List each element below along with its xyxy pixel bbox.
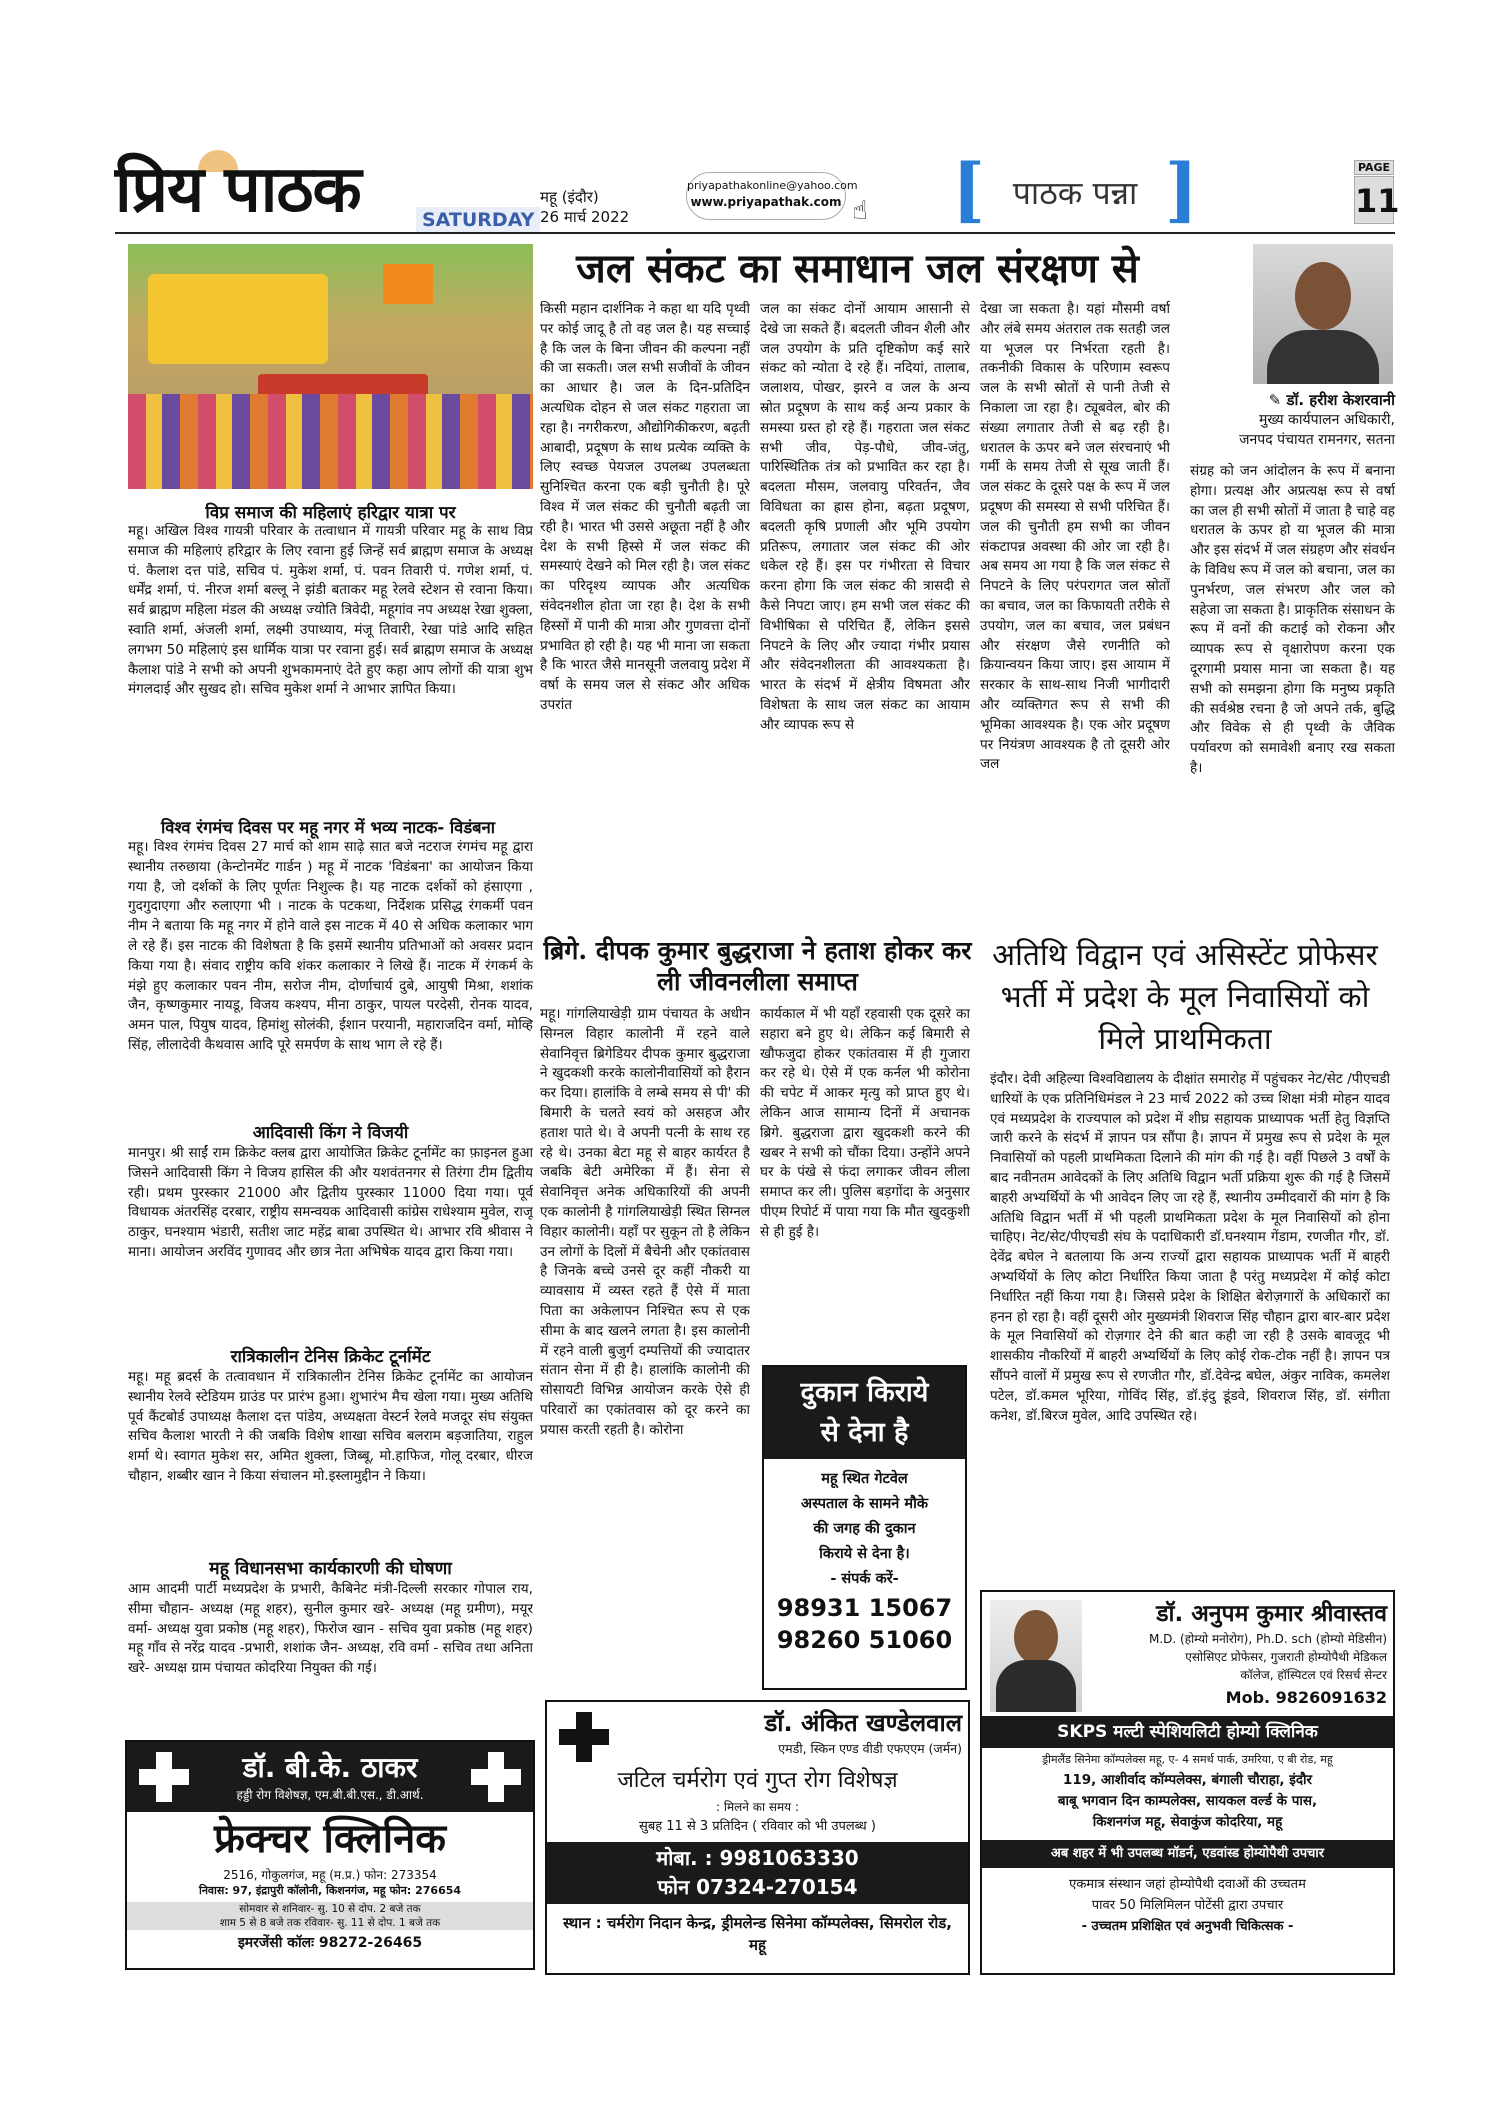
brigadier-col-2: कार्यकाल में भी यहाँ रहवासी एक दूसरे का सहारा बने हुए थे। लेकिन कई बिमारी से खौफजुदा होकर एकांतवास में ही गुजारा कर रहे थे। ऐसे में एक कर्नल भी कोरोना की चपेट में आकर मृत्यु को प्राप्त हुए थे। लेकिन आज सामान्य दिनों में अचानक ब्रिगे. बुद्धराजा द्वारा खुदकशी करने की खबर ने सभी को चौंका दिया। उन्होंने अपने घर के पंखे से फंदा लगाकर जीवन लीला समाप्त कर ली। पुलिस बड़गोंदा के अनुसार पीएम रिपोर्ट में पाया गया कि मौत खुदकुशी से ही हुई है। bbox=[760, 1006, 970, 1240]
clinic-tagline-2: पावर 50 मिलिमिलन पोटेंसी द्वारा उपचार bbox=[1091, 1898, 1284, 1913]
aap-body: आम आदमी पार्टी मध्यप्रदेश के प्रभारी, कैबिनेट मंत्री-दिल्ली सरकार गोपाल राय, सीमा चौहान- अध्यक्ष (महू शहर), सुनील कुमार खरे- अध्यक्ष (महू ग्रमीण), मयूर वर्मा- अध्यक्ष युवा प्रकोष्ठ (महू शहर), फिरोज खान - सचिव युवा प्रकोष्ठ (महू शहर) महू गाँव से नरेंद्र यादव -प्रभारी, शशांक जैन- अध्यक्ष, रवि वर्मा - सचिव तथा अनिता खरे- अध्यक्ष ग्राम पंचायत कोदरिया नियुक्त की गई। bbox=[128, 1581, 533, 1677]
doctor-college: कॉलेज, हॉस्पिटल एवं रिसर्च सेन्टर bbox=[1240, 1668, 1387, 1682]
medical-cross-icon bbox=[559, 1712, 609, 1762]
clinic-name: फ्रेक्चर क्लिनिक bbox=[213, 1815, 447, 1862]
medical-cross-icon bbox=[139, 1752, 189, 1802]
doctor-name: डॉ. अनुपम कुमार श्रीवास्तव bbox=[1156, 1601, 1387, 1627]
shop-rent-ad bbox=[762, 1365, 967, 1690]
mobile-number[interactable]: मोबा. : 9981063330 bbox=[656, 1846, 859, 1870]
clinic-taglines bbox=[986, 1874, 1389, 1937]
shop-ad-line: अस्पताल के सामने मौके bbox=[801, 1496, 928, 1512]
water-col-3: देखा जा सकता है। यहां मौसमी वर्षा और लंबे समय अंतराल तक सतही जल या भूजल पर निर्भरता रहती है। तकनीकी विकास के परिणाम स्वरूप जल के सभी स्रोतों से पानी तेजी से निकाला जा रहा है। ट्यूबवेल, बोर की संख्या लगातार तेजी से बढ़ रही है। धरातल के ऊपर बने जल संरचनाएं भी गर्मी के समय तेजी से सूख जाती हैं। जल संकट के दूसरे पक्ष के रूप में जल प्रदूषण की समस्या से सभी परिचित हैं। जल की चुनौती हम सभी का जीवन संकटापन्न अवस्था की ओर जा रही है। अब समय आ गया है कि जल संकट से निपटने के लिए परंपरागत जल स्रोतों का बचाव, जल का किफायती तरीके से उपयोग, जल का बचाव, जल प्रबंधन और संरक्षण जैसे रणनीति को क्रियान्वयन किया जाए। इस आयाम में सरकार के साथ-साथ निजी भागीदारी और व्यक्तिगत रूप से सभी की भूमिका आवश्यक है। एक ओर प्रदूषण पर नियंत्रण आवश्यक है तो दूसरी ओर जल bbox=[980, 301, 1170, 773]
bracket-right-icon: ] bbox=[1164, 148, 1198, 231]
doctor-qualification: एमडी, स्किन एण्ड वीडी एफएएम (जर्मन) bbox=[778, 1741, 962, 1756]
timing: सुबह 11 से 3 प्रतिदिन ( रविवार को भी उपलब्ध ) bbox=[639, 1819, 876, 1834]
shop-ad-header bbox=[764, 1367, 965, 1459]
tennis-body: महू। महू ब्रदर्स के तत्वावधान में रात्रिकालीन टेनिस क्रिकेट टूर्नामेंट का आयोजन स्थानीय रेलवे स्टेडियम ग्राउंड पर प्रारंभ हुआ। शुभारंभ मैच खेला गया। मुख्य अतिथि पूर्व कैंटबोर्ड उपाध्यक्ष कैलाश दत्त पांडेय, अध्यक्षता वेस्टर्न रेलवे मजदूर संघ संयुक्त सचिव कैलाश भारती ने की जबकि विशेष शाखा सचिव बलराम बड़जातिया, राहुल शर्मा थे। स्वागत मुकेश सर, अमित शुक्ला, जिब्बू, मो.हाफिज, गोलू दरबार, धीरज चौहान, शब्बीर खान ने किया संचालन मो.इस्लामुद्दीन ने किया। bbox=[128, 1369, 533, 1484]
clinic-name-bar: SKPS मल्टी स्पेशियलिटी होम्यो क्लिनिक bbox=[982, 1716, 1393, 1748]
shop-ad-phones bbox=[764, 1592, 965, 1656]
clinic-address-3: बाबू भगवान दिन काम्पलेक्स, सायकल वर्ल्ड के पास, bbox=[1057, 1793, 1318, 1809]
doctor-details bbox=[1087, 1630, 1387, 1684]
brigadier-headline: ब्रिगे. दीपक कुमार बुद्धराजा ने हताश होकर कर ली जीवनलीला समाप्त bbox=[543, 936, 972, 996]
vipra-headline: विप्र समाज की महिलाएं हरिद्वार यात्रा पर bbox=[205, 503, 456, 523]
cricket-body: मानपुर। श्री साईं राम क्रिकेट क्लब द्वारा आयोजित क्रिकेट टूर्नामेंट का फ़ाइनल हुआ जिसने आदिवासी किंग ने विजय हासिल की और यशवंतनगर से तिरंगा टीम द्वितीय रही। प्रथम पुरस्कार 21000 और द्वितीय पुरस्कार 11000 दिया गया। पूर्व विधायक अंतरसिंह दरबार, राष्ट्रीय समन्वयक आदिवासी कांग्रेस राधेश्याम मुवेल, राजू ठाकुर, घनश्याम भंडारी, सतीश जाट महेंद्र बाबा उपस्थित थे। आभार रवि श्रीवास ने माना। आयोजन अरविंद गुणावद और छात्र नेता अभिषेक यादव द्वारा किया गया। bbox=[128, 1145, 533, 1260]
clinic-tagline-3: - उच्चतम प्रशिक्षित एवं अनुभवी चिकित्सक - bbox=[1081, 1919, 1294, 1934]
water-col-1: किसी महान दार्शनिक ने कहा था यदि पृथ्वी पर कोई जादू है तो वह जल है। यह सच्चाई है कि जल के बिना जीवन की कल्पना नहीं की जा सकती। जल सभी सजीवों के जीवन का आधार है। जल के दिन-प्रतिदिन अत्यधिक दोहन से जल संकट गहराता जा रहा है। नगरीकरण, औद्योगिकीकरण, बढ़ती आबादी, प्रदूषण के साथ प्रत्येक व्यक्ति के लिए स्वच्छ पेयजल उपलब्ध उपलब्धता सुनिश्चित करना एक बड़ी चुनौती है। पूरे विश्व में जल संकट की चुनौती बढ़ती जा रही है। भारत भी उससे अछूता नहीं है और देश के सभी हिस्से में जल संकट की समस्याएं देखने को मिल रही है। जल संकट का परिदृश्य व्यापक और अत्यधिक संवेदनशील होता जा रहा है। देश के सभी हिस्सों में पानी की मात्रा और गुणवत्ता दोनों प्रभावित हो रही है। यह भी माना जा सकता है कि भारत जैसे मानसूनी जलवायु प्रदेश में वर्षा के समय जल से संकट और अधिक उपरांत bbox=[540, 301, 750, 713]
guest-scholar-body: इंदौर। देवी अहिल्या विश्वविद्यालय के दीक्षांत समारोह में पहुंचकर नेट/सेट /पीएचडी धारियों के एक प्रतिनिधिमंडल ने 23 मार्च 2022 को उच्च शिक्षा मंत्री मोहन यादव एवं मध्यप्रदेश के राज्यपाल को प्रदेश में शीघ्र सहायक प्राध्यापक भर्ती हेतु विज्ञप्ति जारी करने के संदर्भ में ज्ञापन पत्र सौंपा है। ज्ञापन में प्रमुख रूप से प्रदेश के मूल निवासियों को पहली प्राथमिकता दिलाने की मांग की गई है। वहीं पिछले 3 वर्षों के बाद नवीनतम आवेदकों के लिए अतिथि विद्वान भर्ती प्रक्रिया शुरू की गई है जिसमें बाहरी अभ्यर्थियों के भी आवेदन लिए जा रहे हैं, स्थानीय उम्मीदवारों की मांग है कि अतिथि विद्वान भर्ती में भी पहली प्राथमिकता प्रदेश के मूल निवासियों को होना चाहिए। नेट/सेट/पीएचडी संघ के पदाधिकारी डॉ.घनश्याम गेंडाम, रणजीत गौर, डॉ. देवेंद्र बघेल ने बतलाया कि अन्य राज्यों द्वारा सहायक प्राध्यापक भर्ती में बाहरी अभ्यर्थियों के लिए कोटा निर्धारित किया जाता है परंतु मध्यप्रदेश में कोई कोटा निर्धारित नहीं किया गया है। जिससे प्रदेश के शिक्षित बेरोज़गारों के अधिकारों का हनन हो रहा है। वहीं दूसरी ओर मुख्यमंत्री शिवराज सिंह चौहान द्वारा बार-बार प्रदेश के मूल निवासियों को रोज़गार देने की बात कही जा रही है उसके बावजूद भी शासकीय नौकरियों में बाहरी अभ्यर्थियों के लिए कोई रोक-टोक नहीं है। ज्ञापन पत्र सौंपने वालों में प्रमुख रूप से रणजीत गौर, डॉ.देवेन्द्र बघेल, अंकुर नाविक, कमलेश पटेल, डॉ.कमल भूरिया, गोविंद सिंह, डॉ.इंदु डूंडवे, शिवराज सिंह, डॉ. संगीता कनेश, डॉ.बिरज मुवेल, आदि उपस्थित रहे। bbox=[990, 1071, 1390, 1424]
dateline-place: महू (इंदौर) bbox=[540, 188, 599, 206]
doctor-name: डॉ. बी.के. ठाकर bbox=[242, 1751, 418, 1784]
clinic-address-1: ड्रीमलैंड सिनेमा कॉम्पलेक्स महू, ए- 4 समर्थ पार्क, उमरिया, ए बी रोड, महू bbox=[1042, 1753, 1333, 1766]
tennis-headline: रात्रिकालीन टेनिस क्रिकेट टूर्नामेंट bbox=[230, 1347, 431, 1367]
dateline-date: 26 मार्च 2022 bbox=[540, 208, 630, 226]
doctor-name: डॉ. अंकित खण्डेलवाल bbox=[764, 1709, 962, 1737]
skin-clinic-ad bbox=[545, 1700, 970, 1975]
doctor-photo bbox=[990, 1600, 1082, 1712]
cricket-headline: आदिवासी किंग ने विजयी bbox=[252, 1123, 409, 1143]
doctor-mobile[interactable]: Mob. 9826091632 bbox=[1225, 1688, 1387, 1707]
emergency-number[interactable]: इमरजेंसी कॉलः 98272-26465 bbox=[237, 1935, 423, 1951]
contact-pill bbox=[686, 172, 858, 220]
aap-headline: महू विधानसभा कार्यकारणी की घोषणा bbox=[209, 1559, 452, 1579]
author-role-line-1: मुख्य कार्यपालन अधिकारी, bbox=[1258, 412, 1395, 428]
website-link[interactable]: www.priyapathak.com bbox=[690, 195, 842, 209]
section-header bbox=[952, 148, 1198, 231]
water-headline: जल संकट का समाधान जल संरक्षण से bbox=[576, 245, 1139, 292]
newspaper-logo: प्रिय पाठक bbox=[115, 152, 361, 227]
author-role-line-2: जनपद पंचायत रामनगर, सतना bbox=[1239, 432, 1395, 448]
clinic-address: 2516, गोकुलगंज, महू (म.प्र.) फोन: 273354 bbox=[223, 1868, 437, 1882]
weekday: SATURDAY bbox=[416, 207, 540, 233]
doctor-degree: M.D. (होम्यो मनोरोग), Ph.D. sch (होम्यो मेडिसीन) bbox=[1148, 1632, 1387, 1646]
shop-ad-line: की जगह की दुकान bbox=[813, 1521, 916, 1537]
vipra-body: महू। अखिल विश्व गायत्री परिवार के तत्वाधान में गायत्री परिवार महू के साथ विप्र समाज की महिलाएं हरिद्वार के लिए रवाना हुई जिन्हें सर्व ब्राह्मण समाज के अध्यक्ष पं. कैलाश दत्त पांडे, सचिव पं. मुकेश शर्मा, पं. पवन तिवारी पं. गणेश शर्मा, पं. धर्मेंद्र शर्मा, पं. नीरज शर्मा बल्लू ने झंडी बताकर महू रेलवे स्टेशन से रवाना किया। सर्व ब्राह्मण महिला मंडल की अध्यक्ष ज्योति त्रिवेदी, महूगांव नप अध्यक्ष रेखा शुक्ला, स्वाति शर्मा, अंजली शर्मा, लक्ष्मी उपाध्याय, मंजू तिवारी, रेखा पांडे आदि सहित लगभग 50 महिलाएं इस धार्मिक यात्रा पर रवाना हुई। सर्व ब्राह्मण समाज के अध्यक्ष कैलाश पांडे ने सभी को अपनी शुभकामनाएं देते हुए कहा आप लोगों की यात्रा शुभ मंगलदाई और सुखद हो। सचिव मुकेश शर्मा ने आभार ज्ञापित किया। bbox=[128, 523, 533, 698]
ad-header bbox=[127, 1742, 533, 1812]
pointing-hand-icon: ☝ bbox=[852, 196, 868, 226]
clinic-hours-2: शाम 5 से 8 बजे तक रविवार- सु. 11 से दोप. 1 बजे तक bbox=[127, 1916, 533, 1930]
clinic-specialty: जटिल चर्मरोग एवं गुप्त रोग विशेषज्ञ bbox=[617, 1768, 898, 1793]
guest-scholar-headline: अतिथि विद्वान एवं असिस्टेंट प्रोफेसर भर्ती में प्रदेश के मूल निवासियों को मिले प्राथमिकता bbox=[992, 938, 1378, 1057]
shop-ad-line: किराये से देना है। bbox=[819, 1546, 910, 1562]
phone-number[interactable]: फोन 07324-270154 bbox=[657, 1875, 858, 1899]
yatra-photo bbox=[128, 244, 533, 489]
promo-banner: अब शहर में भी उपलब्ध मॉडर्न, एडवांस्ड होम्योपैथी उपचार bbox=[982, 1840, 1393, 1868]
homeo-clinic-ad bbox=[980, 1590, 1395, 1975]
shop-ad-title-2: से देना है bbox=[820, 1417, 909, 1448]
timing-label: : मिलने का समय : bbox=[716, 1800, 799, 1814]
shop-ad-line: महू स्थित गेटवेल bbox=[821, 1471, 908, 1487]
medical-cross-icon bbox=[471, 1752, 521, 1802]
doctor-post: एसोसिएट प्रोफेसर, गुजराती होम्योपैथी मेडिकल bbox=[1185, 1650, 1387, 1664]
shop-ad-title-1: दुकान किराये bbox=[800, 1377, 929, 1408]
theatre-body: महू। विश्व रंगमंच दिवस 27 मार्च को शाम साढ़े सात बजे नटराज रंगमंच महू द्वारा स्थानीय तरुछाया (केन्टोनमेंट गार्डन ) महू में नाटक 'विडंबना' का आयोजन किया गया है, जो दर्शकों के लिए पूर्णतः निशुल्क है। यह नाटक दर्शकों को हंसाएगा , गुदगुदाएगा और रुलाएगा भी । नाटक के पटकथा, निर्देशक प्रसिद्ध रंगकर्मी पवन नीम ने बताया कि महू नगर में होने वाले इस नाटक में 40 से अधिक कलाकार भाग ले रहे हैं। इस नाटक की विशेषता है कि इसमें स्थानीय प्रतिभाओं को अवसर प्रदान किया गया है। संवाद राष्ट्रीय कवि शंकर कलाकार ने लिखे हैं। नाटक में रंगकर्म के मंझे हुए कलाकार पवन नीम, सरोज नीम, दोर्णाचार्य दुबे, आयुषी मिश्रा, शशांक जैन, कृष्णकुमार नायडू, विजय कश्यप, मीना ठाकुर, पायल परदेसी, रोनक यादव, अमन पाल, पियुष यादव, हिमांशु सोलंकी, ईशान परयानी, महाराजदिन वर्मा, मोव्हि सिंह, लीलादेवी कैथवास आदि पूरे समर्पण के साथ भाग ले रहे हैं। bbox=[128, 839, 533, 1053]
clinic-address-4: किशनगंज महू, सेवाकुंज कोदरिया, महू bbox=[1092, 1814, 1283, 1830]
residence-address: निवास: 97, इंद्रापुरी कॉलोनी, किशनगंज, महू फोन: 276654 bbox=[198, 1884, 462, 1897]
author-byline: ✎ डॉ. हरीश केशरवानी bbox=[1268, 391, 1395, 409]
contact-bar bbox=[547, 1842, 968, 1904]
brigadier-col-1: महू। गांगलियाखेड़ी ग्राम पंचायत के अधीन सिग्नल विहार कालोनी में रहने वाले सेवानिवृत्त ब्रिगेडियर दीपक कुमार बुद्धराजा ने खुदकशी करके कालोनीवासियों को हैरान कर दिया। हालांकि वे लम्बे समय से पी' की बिमारी के चलते स्वयं को असहज और हताश पाते थे। वे अपनी पत्नी के साथ रह रहे थे। उनका बेटा महू से बाहर कार्यरत है जबकि बेटी अमेरिका में हैं। सेना से सेवानिवृत्त अनेक अधिकारियों की अपनी एक कालोनी है गांगलियाखेड़ी स्थित सिग्नल विहार कालोनी। यहाँ पर सुकून तो है लेकिन उन लोगों के दिलों में बैचेनी और एकांतवास है जिनके बच्चे उनसे दूर कहीं नौकरी या व्यावसाय में व्यस्त रहते हैं ऐसे में माता पिता का अकेलापन निश्चित रूप से एक सीमा के बाद खलने लगता है। इस कालोनी में रहने वाली बुजुर्ग दम्पत्तियों की ज्यादातर संतान सेना में ही है। हालांकि कालोनी की सोसायटी विभिन्न आयोजन करके ऐसे ही परिवारों का एकांतवास को दूर करने का प्रयास करती रहती है। कोरोना bbox=[540, 1006, 750, 1438]
shop-ad-body bbox=[764, 1467, 965, 1592]
email-address[interactable]: priyapathakonline@yahoo.com bbox=[687, 179, 858, 192]
water-col-4: संग्रह को जन आंदोलन के रूप में बनाना होगा। प्रत्यक्ष और अप्रत्यक्ष रूप से वर्षा का जल ही सभी स्रोतों में जाता है चाहे वह धरातल के ऊपर हो या भूजल की मात्रा और इस संदर्भ में जल संग्रहण और संवर्धन के विविध रूप में जल को बचाना, जल का पुनर्भरण, जल संभरण और जल को सहेजा जा सकता है। प्राकृतिक संसाधन के रूप में वनों की कटाई को रोकना और व्यापक रूप से वृक्षारोपण करना एक दूरगामी प्रयास माना जा सकता है। यह सभी को समझना होगा कि मनुष्य प्रकृति की सर्वश्रेष्ठ रचना है जो अपने तर्क, बुद्धि और विवेक से ही पृथ्वी के जैविक पर्यावरण को समावेशी बनाए रख सकता है। bbox=[1190, 463, 1395, 776]
water-col-2: जल का संकट दोनों आयाम आसानी से देखे जा सकते हैं। बदलती जीवन शैली और जल उपयोग के प्रति दृष्टिकोण कई सारे संकट को न्योता दे रहे हैं। नदियां, तालाब, जलाशय, पोखर, झरने व जल के अन्य स्रोत प्रदूषण के साथ कई अन्य प्रकार के समस्या ग्रस्त हो रहे हैं। गहराता जल संकट सभी जीव, पेड़-पौधे, जीव-जंतु, पारिस्थितिक तंत्र को प्रभावित कर रहा है। बदलता मौसम, जलवायु परिवर्तन, जैव विविधता का ह्रास होना, बढ़ता प्रदूषण, बदलती कृषि प्रणाली और भूमि उपयोग प्रतिरूप, लगातार जल संकट की ओर धकेल रहे हैं। इस पर गंभीरता से विचार करना होगा कि जल संकट की त्रासदी से कैसे निपटा जाए। हम सभी जल संकट की विभीषिका से परिचित हैं, लेकिन इससे निपटने के लिए और ज्यादा गंभीर प्रयास और संवेदनशीलता की आवश्यकता है। भारत के संदर्भ में क्षेत्रीय विषमता और विशेषता के साथ जल संकट का आयाम और व्यापक रूप से bbox=[760, 301, 970, 733]
theatre-headline: विश्व रंगमंच दिवस पर महू नगर में भव्य नाटक- विडंबना bbox=[160, 818, 496, 837]
fracture-clinic-ad bbox=[125, 1740, 535, 1970]
section-title: पाठक पन्ना bbox=[1012, 173, 1138, 212]
clinic-hours-1: सोमवार से शनिवार- सु. 10 से दोप. 2 बजे तक bbox=[127, 1902, 533, 1916]
clinic-tagline-1: एकमात्र संस्थान जहां होम्योपैथी दवाओं की उच्चतम bbox=[1069, 1877, 1306, 1892]
page-label: PAGE bbox=[1354, 160, 1394, 175]
page-number: 11 bbox=[1354, 176, 1394, 224]
clinic-address-2: 119, आशीर्वाद कॉम्पलेक्स, बंगाली चौराहा, इंदौर bbox=[1062, 1772, 1313, 1788]
shop-phone-1[interactable]: 98931 15067 bbox=[776, 1594, 953, 1622]
author-photo bbox=[1253, 244, 1393, 384]
bracket-left-icon: [ bbox=[952, 148, 986, 231]
shop-phone-2[interactable]: 98260 51060 bbox=[776, 1626, 953, 1654]
masthead-divider bbox=[115, 232, 1395, 234]
doctor-qualification: हड्डी रोग विशेषज्ञ, एम.बी.बी.एस., डी.आर्थ. bbox=[236, 1788, 424, 1802]
clinic-addresses bbox=[986, 1770, 1389, 1833]
clinic-location: स्थान : चर्मरोग निदान केन्द्र, ड्रीमलेन्ड सिनेमा कॉम्पलेक्स, सिमरोल रोड, महू bbox=[563, 1914, 952, 1954]
author-role bbox=[1190, 410, 1395, 450]
shop-ad-contact-label: - संपर्क करें- bbox=[830, 1571, 899, 1587]
